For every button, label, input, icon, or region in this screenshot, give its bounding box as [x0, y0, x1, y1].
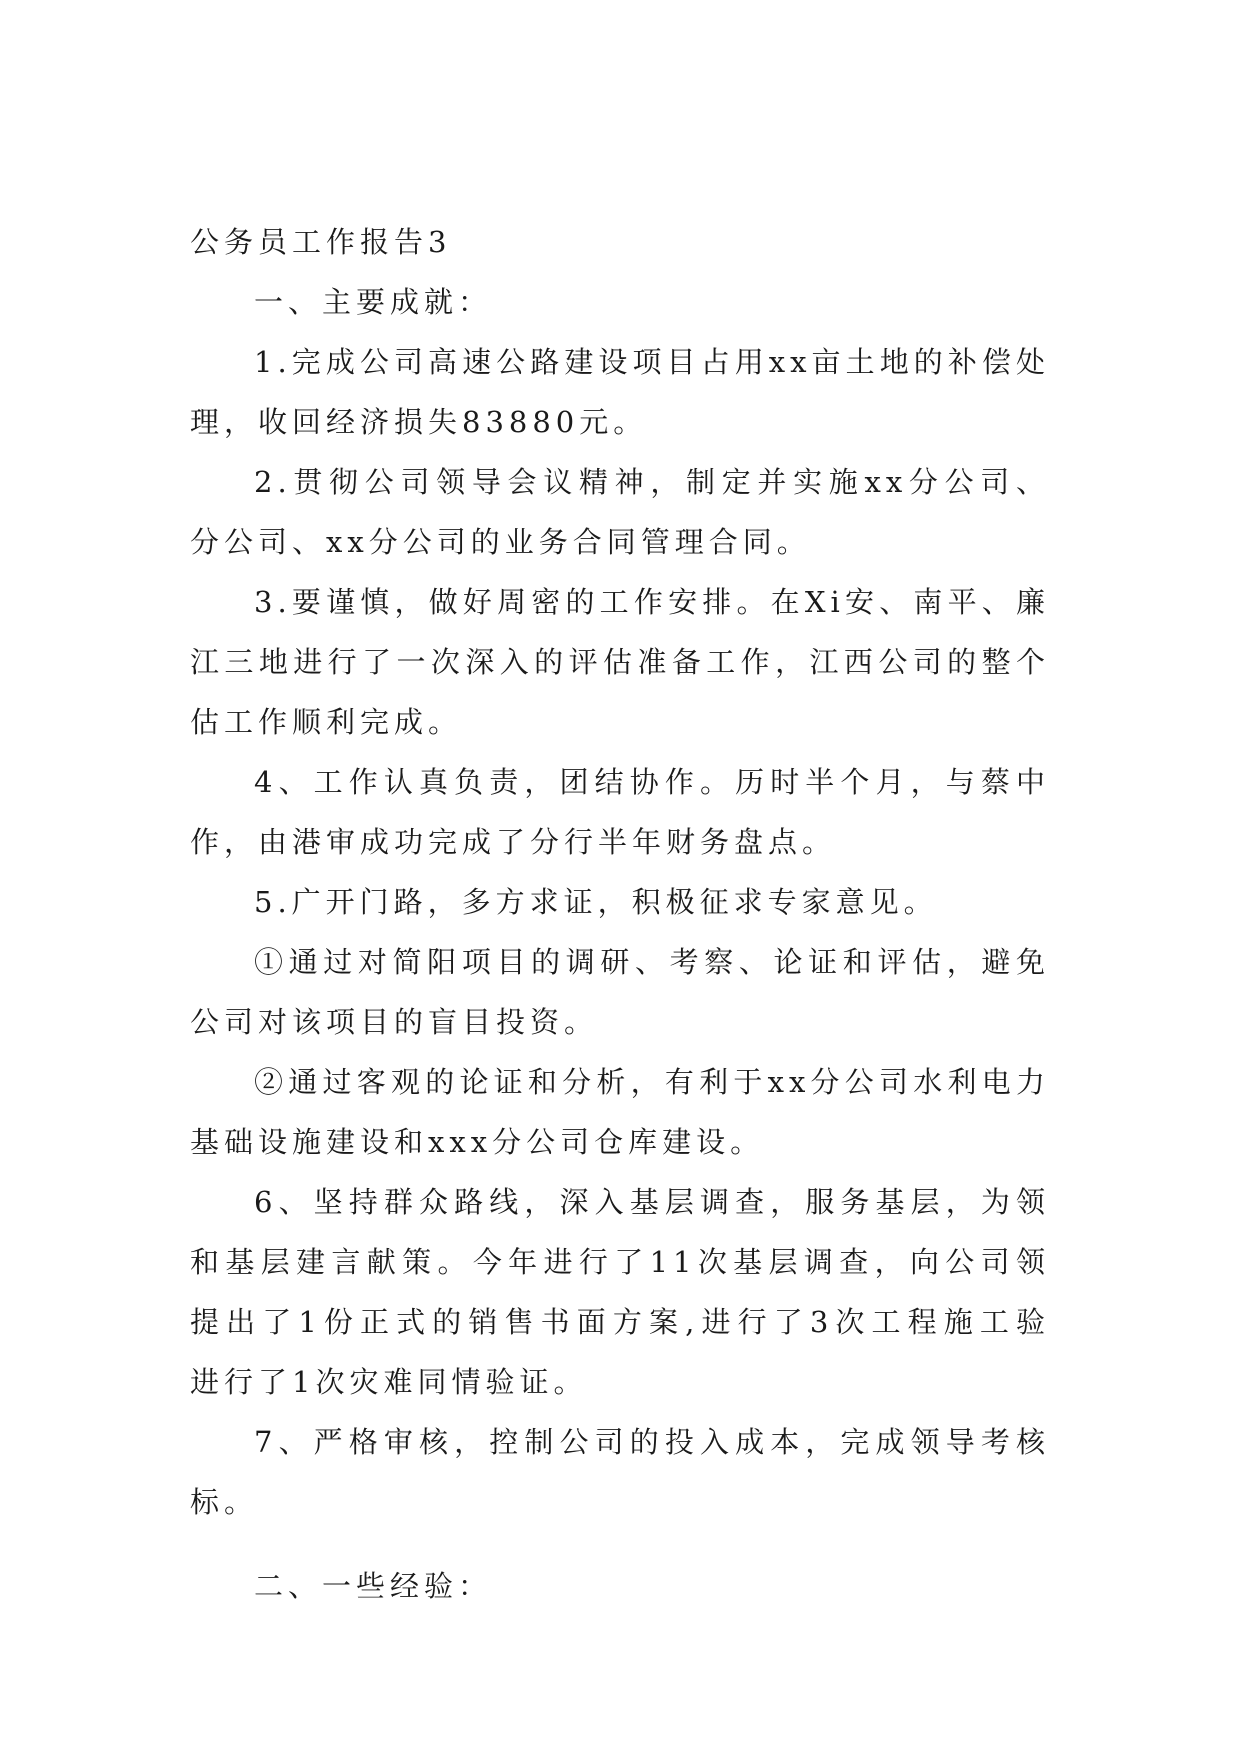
- paragraph-line: 基础设施建设和xxx分公司仓库建设。: [190, 1125, 765, 1159]
- paragraph-line: 估工作顺利完成。: [190, 705, 463, 739]
- section-heading: 一、主要成就：: [254, 285, 493, 319]
- paragraph-line: 7、严格审核，控制公司的投入成本，完成领导考核: [254, 1425, 1050, 1459]
- section-spacer: [190, 1532, 1050, 1556]
- paragraph-line: 和基层建言献策。今年进行了11次基层调查，向公司领: [190, 1245, 1050, 1279]
- paragraph-item-3: [190, 572, 1050, 752]
- paragraph-line: 6、坚持群众路线，深入基层调查，服务基层，为领: [254, 1185, 1050, 1219]
- paragraph-line: 2.贯彻公司领导会议精神，制定并实施xx分公司、: [254, 465, 1050, 499]
- paragraph-subitem-1: [190, 932, 1050, 1052]
- paragraph-item-5: [190, 872, 1050, 932]
- paragraph-item-2: [190, 452, 1050, 572]
- paragraph-item-1: [190, 332, 1050, 452]
- paragraph-item-7: [190, 1412, 1050, 1532]
- paragraph-line: ②通过客观的论证和分析，有利于xx分公司水利电力: [254, 1065, 1050, 1099]
- paragraph-line: 4、工作认真负责，团结协作。历时半个月，与蔡中: [254, 765, 1050, 799]
- paragraph-section-1-heading: [190, 272, 1050, 332]
- document-body: [190, 212, 1050, 1616]
- paragraph-line: 进行了1次灾难同情验证。: [190, 1365, 588, 1399]
- paragraph-line: 江三地进行了一次深入的评估准备工作，江西公司的整个: [190, 645, 1050, 679]
- paragraph-line: 分公司、xx分公司的业务合同管理合同。: [190, 525, 811, 559]
- paragraph-section-2-heading: [190, 1556, 1050, 1616]
- paragraph-line: 提出了1份正式的销售书面方案,进行了3次工程施工验: [190, 1305, 1050, 1339]
- document-title: 公务员工作报告3: [190, 225, 452, 259]
- paragraph-subitem-2: [190, 1052, 1050, 1172]
- paragraph-line: 标。: [190, 1485, 259, 1519]
- paragraph-line: 理，收回经济损失83880元。: [190, 405, 648, 439]
- paragraph-item-6: [190, 1172, 1050, 1412]
- paragraph-line: 3.要谨慎，做好周密的工作安排。在Xi安、南平、廉: [254, 585, 1050, 619]
- paragraph-line: 1.完成公司高速公路建设项目占用xx亩土地的补偿处: [254, 345, 1050, 379]
- paragraph-line: 公司对该项目的盲目投资。: [190, 1005, 599, 1039]
- paragraph-line: ①通过对简阳项目的调研、考察、论证和评估，避免: [254, 945, 1050, 979]
- paragraph-item-4: [190, 752, 1050, 872]
- section-heading: 二、一些经验：: [254, 1569, 493, 1603]
- paragraph-line: 5.广开门路，多方求证，积极征求专家意见。: [254, 885, 938, 919]
- paragraph-line: 作，由港审成功完成了分行半年财务盘点。: [190, 825, 837, 859]
